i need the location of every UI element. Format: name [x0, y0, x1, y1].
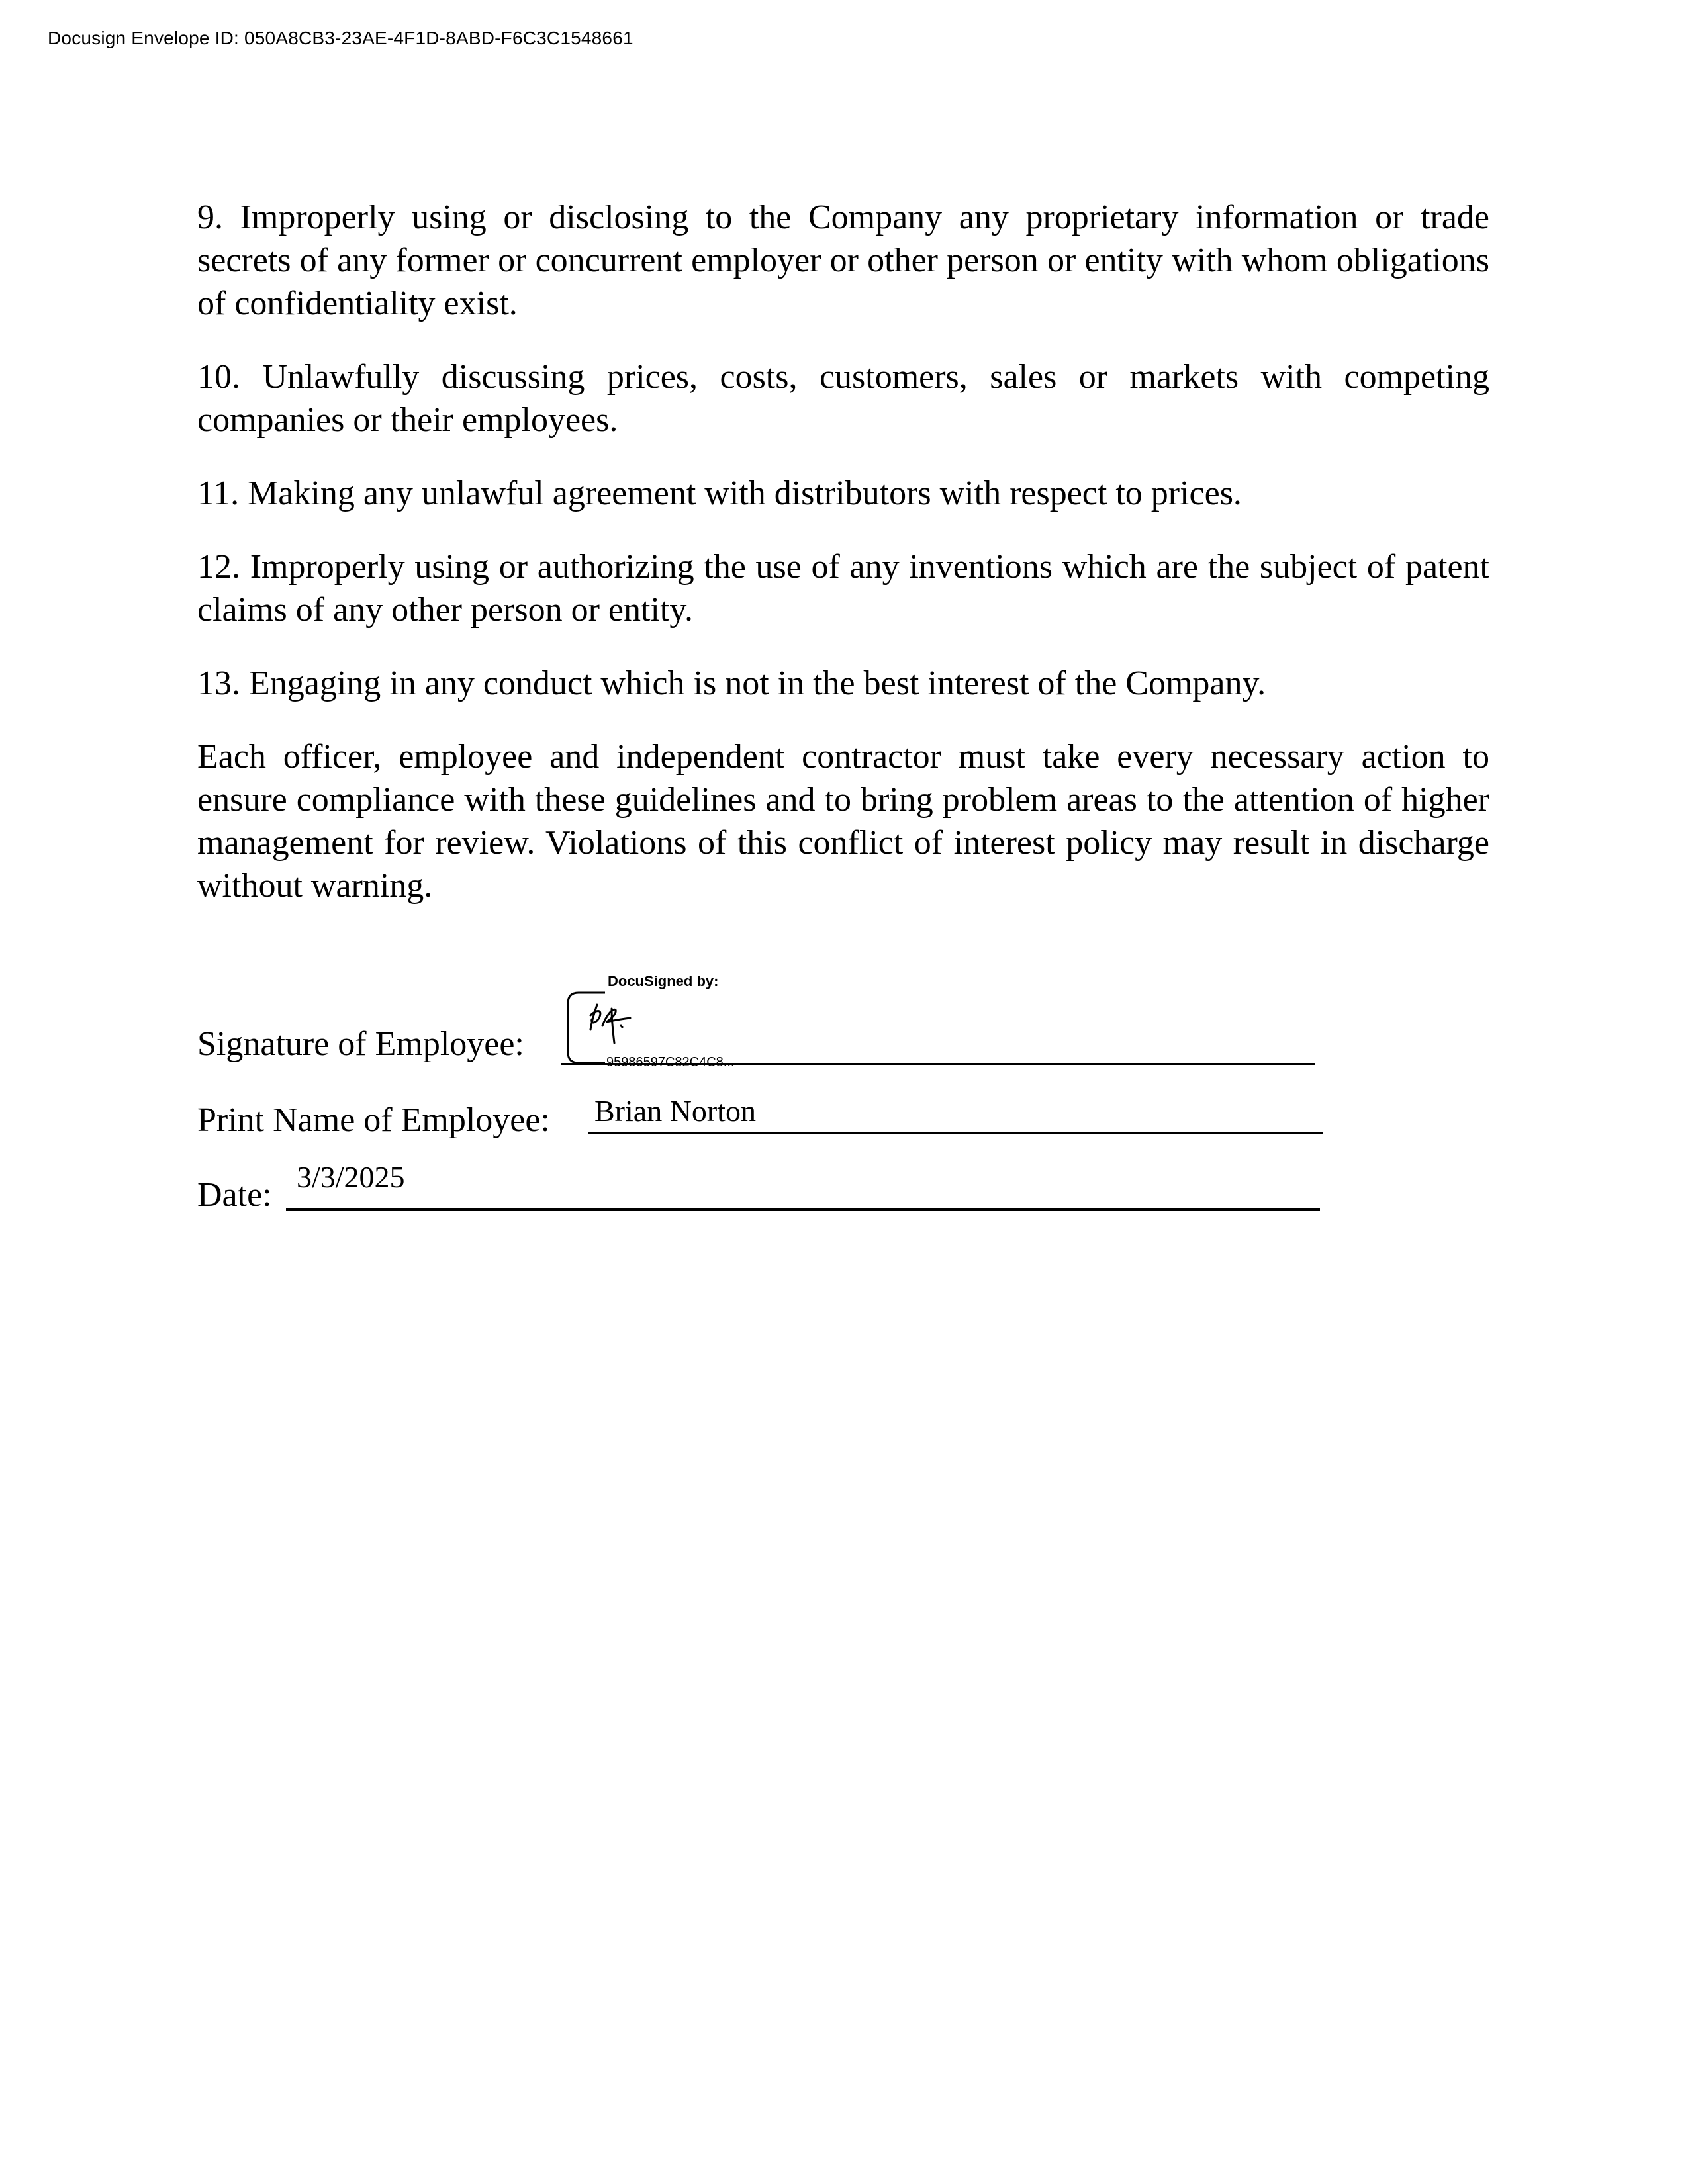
clause-12: 12. Improperly using or authorizing the use of any inventions which are the subject of patent claims of any other person or entity.	[197, 548, 1489, 629]
date-value: 3/3/2025	[297, 1160, 405, 1194]
clause-11: 11. Making any unlawful agreement with distributors with respect to prices.	[197, 475, 1242, 512]
compliance-paragraph: Each officer, employee and independent contractor must take every necessary action to ensure compliance with these guidelines and to bring problem areas to the attention of higher management for review. Violations of this conflict of interest policy may result in discharge without warning.	[197, 738, 1489, 905]
signature-label: Signature of Employee:	[197, 1025, 524, 1063]
print-name-line	[588, 1132, 1323, 1134]
docusign-caption: DocuSigned by:	[608, 973, 719, 989]
clause-13: 13. Engaging in any conduct which is not in the best interest of the Company.	[197, 664, 1266, 702]
clause-10: 10. Unlawfully discussing prices, costs, customers, sales or markets with competing companies or their employees.	[197, 358, 1489, 439]
docusign-envelope-id: Docusign Envelope ID: 050A8CB3-23AE-4F1D-8ABD-F6C3C1548661	[48, 28, 633, 48]
signature-line	[561, 1063, 1315, 1065]
print-name-value: Brian Norton	[594, 1094, 757, 1128]
docusign-signer-id: 95986597C82C4C8...	[606, 1055, 735, 1069]
print-name-label: Print Name of Employee:	[197, 1101, 550, 1139]
date-label: Date:	[197, 1176, 272, 1214]
clause-9: 9. Improperly using or disclosing to the Company any proprietary information or trade secrets of any former or concurrent employer or other person or entity with whom obligations of confidentiality exist.	[197, 199, 1489, 322]
date-line	[286, 1208, 1320, 1211]
document-body	[197, 196, 1489, 907]
signature-block	[197, 973, 1389, 1238]
